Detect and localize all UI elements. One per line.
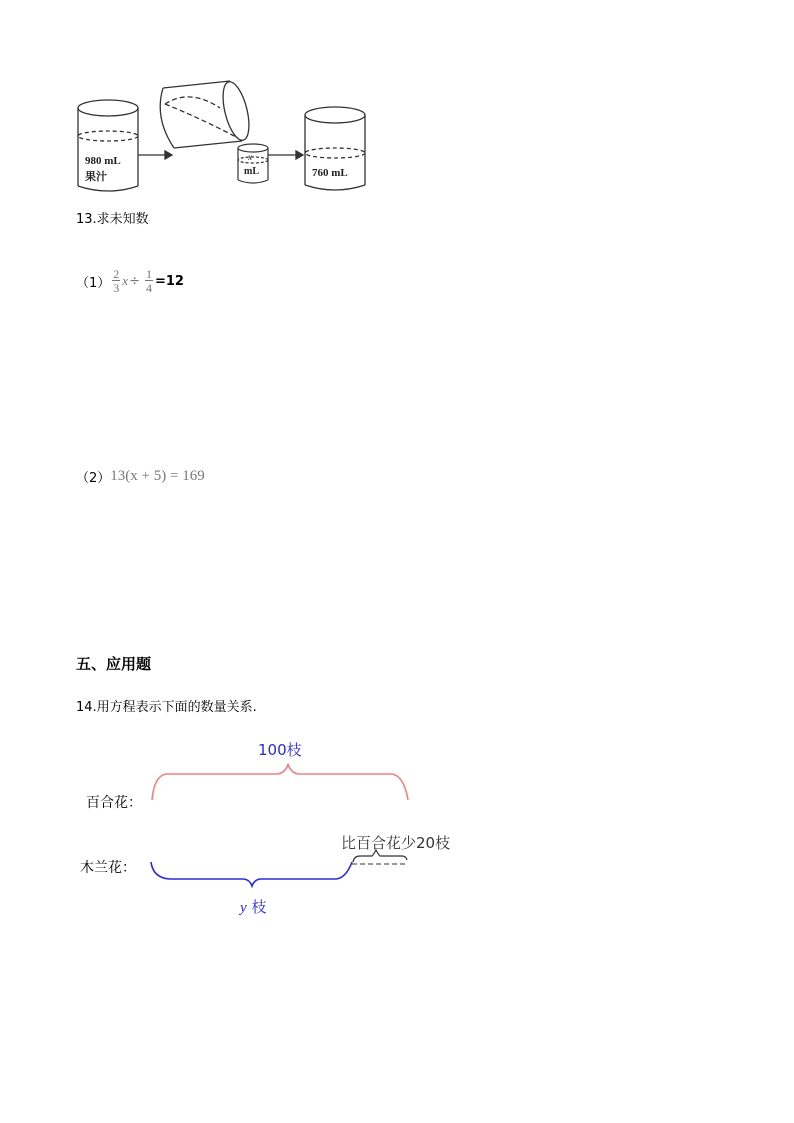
q14-brace-diagram [140,760,430,890]
q13-part1-equation [76,268,184,294]
equation-rhs: =12 [154,273,184,289]
small-cup-variable: x [248,152,252,162]
magnolia-brace [151,862,352,886]
cup1-label-line2: 果汁 [85,170,107,183]
lily-label: 百合花： [86,795,142,811]
divide-sign: ÷ [129,273,140,289]
q14-title: 14.用方程表示下面的数量关系. [76,700,257,715]
magnolia-variable-label [240,896,266,917]
unit-zhi: 枝 [251,898,267,916]
fraction-one-fourth: $\frac{1}{4}$ [145,267,152,295]
q13-part2-number: （2） [76,471,111,486]
variable-y: y [240,900,247,916]
q13-title: 13.求未知数 [76,212,149,227]
arrow-1 [138,151,172,159]
cup1-label-line1: 980 mL [85,155,121,167]
fraction-two-thirds: $\frac{2}{3}$ [113,267,120,295]
variable-x: x [122,273,129,288]
difference-label: 比百合花少20枝 [341,834,451,852]
tilted-pouring-cup [160,79,254,148]
cup3-label: 760 mL [312,167,348,179]
difference-brace [353,850,407,862]
section-5-title: 五、应用题 [76,655,152,673]
equation-13-x-plus-5: 13(x + 5) = 169 [110,468,205,484]
juice-pouring-figure [70,78,390,200]
q13-part1-number: （1） [76,275,111,291]
magnolia-label: 木兰花： [80,860,136,876]
small-cup-unit: mL [244,166,259,177]
small-cup [238,144,268,183]
q13-part2-equation [76,467,205,486]
arrow-2 [268,151,303,159]
lily-brace [152,764,408,800]
lily-total-label: 100枝 [258,741,302,759]
